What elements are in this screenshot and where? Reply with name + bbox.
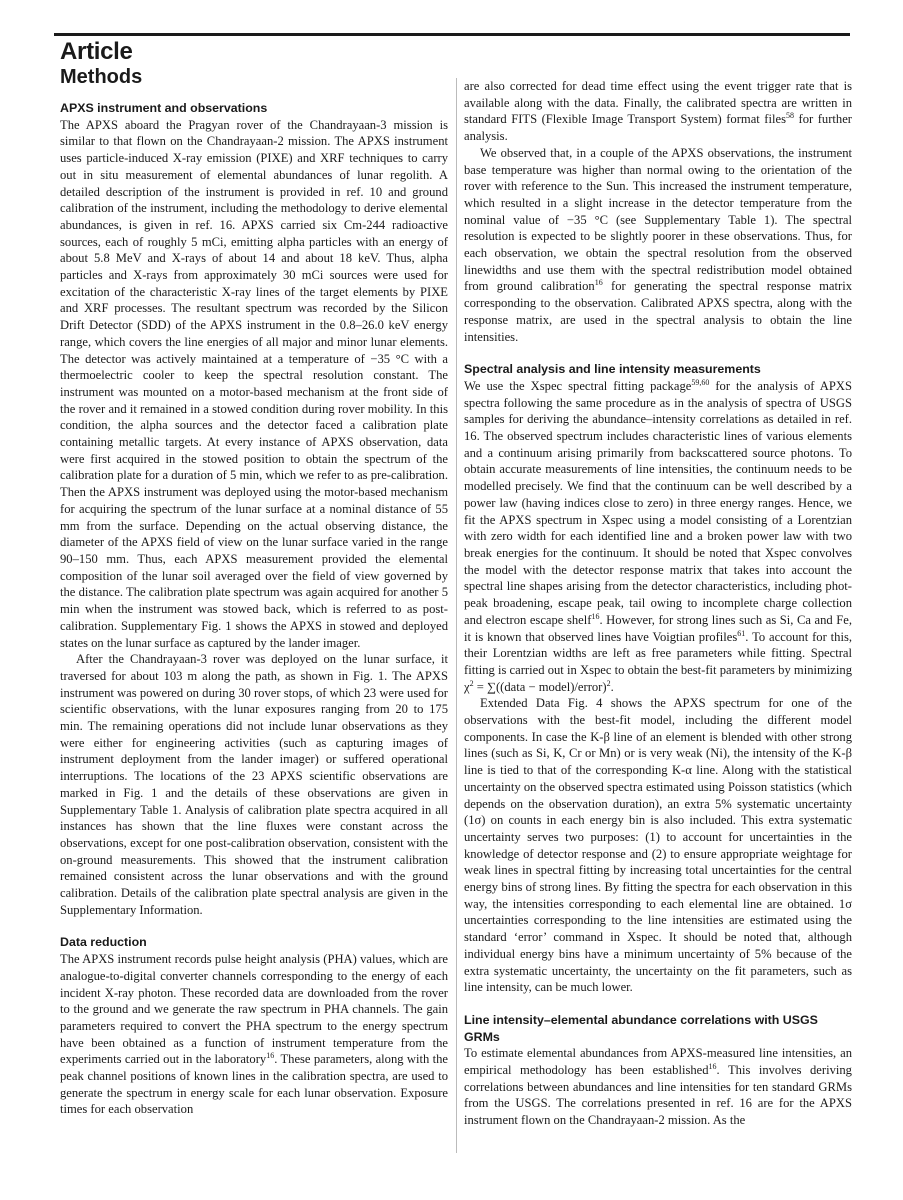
- text-run: . However, for strong lines such as Si, Ca and Fe, it is known that observed lines have Voigtian profiles: [464, 612, 852, 644]
- text-run: We observed that, in a couple of the APXS observations, the instrument base temperature was higher than normal owing to the orientation of the rover with reference to the Sun. This increased the instrument temperature, which resulted in a slight increase in the detector temperature from the nominal value of −35 °C (see Supplementary Table 1). The spectral resolution is expected to be slightly poorer in these observations. Thus, for each observation, we obtain the spectral resolution from the observed linewidths and use them with the spectral redistribution model obtained from ground calibration: [464, 145, 852, 294]
- paragraph-temperature: [464, 145, 852, 345]
- superscript: 2: [606, 678, 611, 688]
- citation-ref: 16: [266, 1051, 275, 1061]
- text-run: The APXS instrument records pulse height analysis (PHA) values, which are analogue-to-digital converter channels corresponding to the energy of each incident X-ray photon. These recorded data are downloaded from the rover to the ground and we generate the raw spectrum in PHA channels. The gain parameters required to convert the PHA spectrum to the energy spectrum have been obtained as a function of instrument temperature from the experiments carried out in the laboratory: [60, 952, 448, 1067]
- right-column: [464, 78, 852, 1129]
- header-rule: [54, 33, 850, 36]
- text-run: are also corrected for dead time effect using the event trigger rate that is available along with the data. Finally, the calibrated spectra are written in standard FITS (Flexible Image Transport System) format files: [464, 79, 852, 127]
- superscript: 2: [469, 678, 474, 688]
- column-divider: [456, 78, 457, 1153]
- text-run: = ∑((data − model)/error): [473, 679, 607, 694]
- citation-ref: 61: [737, 628, 746, 638]
- spacer: [464, 345, 852, 361]
- paragraph-instrument: The APXS aboard the Pragyan rover of the Chandrayaan-3 mission is similar to that flown on the Chandrayaan-2 mission. The APXS instrument uses particle-induced X-ray emission (PIXE) and XRF techniques to carry out in situ measurement of elemental abundances of lunar regolith. A detailed description of the instrument is provided in ref. 10 and ground calibration of the instrument, including the methodology to derive elemental abundances, is given in ref. 16. APXS carried six Cm-244 radioactive sources, each of roughly 5 mCi, emitting alpha particles with an energy of about 5.8 MeV and X-rays of about 14 and about 18 keV. Thus, alpha particles and X-rays from approximately 30 mCi sources were used for excitation of the characteristic X-ray lines of the target elements by PIXE and XRF processes. The resultant spectrum was recorded by the Silicon Drift Detector (SDD) of the APXS instrument in the 0.8–26.0 keV energy range, which covers the line energies of all major and minor lunar elements. The detector was actively maintained at a temperature of −35 °C with a thermoelectric cooler to keep the spectral resolution constant. The instrument was mounted on a motor-based mechanism at the front side of the rover and it remained in a stowed condition during rover mobility. In this condition, the alpha sources and the detector faced a calibration plate containing metallic targets. At every instance of APXS observation, data were first acquired in the stowed position to obtain the spectrum of the calibration plate for a duration of 5 min, which we refer to as pre-calibration. Then the APXS instrument was deployed using the motor-based mechanism for acquiring the spectrum of the lunar surface at a nominal distance of 55 mm from the surface. Depending on the actual observing distance, the diameter of the APXS field of view on the lunar surface varied in the range 90–150 mm. Thus, each APXS measurement provided the elemental composition of the lunar soil averaged over the field of view governed by the distance. The calibration plate spectrum was again acquired for another 5 min when the instrument was stowed back, which is referred to as post-calibration. Supplementary Fig. 1 shows the APXS in stowed and deployed states on the lunar surface as captured by the lander imager.: [60, 117, 448, 650]
- paragraph-dead-time: [464, 78, 852, 145]
- text-run: To estimate elemental abundances from APXS-measured line intensities, an empirical methodology has been established: [464, 1046, 852, 1078]
- citation-ref: 16: [591, 611, 600, 621]
- paragraph-data-reduction: [60, 951, 448, 1118]
- heading-data-reduction: Data reduction: [60, 935, 147, 950]
- paragraph-correlations: [464, 1045, 852, 1129]
- text-run: for the analysis of APXS spectra following the same procedure as in the analysis of spectra of USGS samples for deriving the abundance–intensity correlations as detailed in ref. 16. The observed spectrum includes characteristic lines of various elements and a continuum arising primarily from backscattered source photons. To obtain accurate measurements of line intensities, the continuum needs to be modelled precisely. We find that the continuum can be well described by a power law (having indices close to zero) in three energy ranges. Hence, we fit the APXS spectrum in Xspec using a model consisting of a Lorentzian with zero width for each identified line and a broken power law with two break energies for the continuum. It should be noted that Xspec convolves the model with the detector response matrix that takes into account the spectral line shapes arising from the detector characteristics, including phot-peak broadening, escape peak, tail owing to incomplete charge collection and electron escape shelf: [464, 378, 852, 627]
- text-run: for generating the spectral response matrix corresponding to the observation. Calibrated APXS spectra, along with the response matrix, are used in the spectral analysis to obtain the line intensities.: [464, 279, 852, 344]
- spacer: [60, 918, 448, 934]
- text-run: . This involves deriving correlations between abundances and line intensities for ten standard GRMs from the USGS. The correlations presented in ref. 16 are for the APXS instrument flown on the Chandrayaan-2 mission. As the: [464, 1063, 852, 1128]
- heading-apxs-instrument: APXS instrument and observations: [60, 101, 268, 115]
- spacer: [464, 996, 852, 1012]
- citation-ref: 16: [594, 278, 603, 288]
- article-label: Article: [60, 38, 133, 65]
- citation-ref: 58: [786, 111, 794, 121]
- heading-spectral-analysis: Spectral analysis and line intensity measurements: [464, 362, 761, 377]
- citation-ref: 59,60: [691, 377, 710, 387]
- text-run: . To account for this, their Lorentzian widths are left as free parameters while fitting. Spectral fitting is carried out in Xspec to obtain the best-fit parameters by minimizing χ: [464, 629, 852, 694]
- text-run: We use the Xspec spectral fitting package: [464, 378, 692, 393]
- text-run: . These parameters, along with the peak channel positions of known lines in the calibration spectra, are used to generate the spectrum in energy scale for each lunar observation. Exposure times for each observation: [60, 1052, 448, 1117]
- paragraph-extended-data: Extended Data Fig. 4 shows the APXS spectrum for one of the observations with the best-fit model, including the different model components. In case the K-β line of an element is blended with other strong lines (such as Si, K, Cr or Mn) or is very weak (Ni), the intensity of the K-β line is tied to that of the corresponding K-α line. Along with the statistical uncertainty on the observed spectra estimated using Poisson statistics (which depends on the observation duration), an extra 5% systematic uncertainty (1σ) on counts in each energy bin is also included. This extra systematic uncertainty serves two purposes: (1) to account for uncertainties in the knowledge of detector response and (2) to ensure appropriate weightage for weak lines in spectral fitting by increasing total uncertainties for the central energy bins of strong lines. By fitting the spectra for each observation in this way, the intensities corresponding to each elemental line are obtained. 1σ uncertainties corresponding to the line intensities are estimated using the standard ‘error’ command in Xspec. It should be noted that, although individual energy bins have a minimum uncertainty of 5% because of the extra systematic uncertainty, the uncertainty on the fit parameters, such as line intensity, can be much lower.: [464, 696, 852, 995]
- text-run: .: [610, 679, 614, 694]
- heading-correlations: Line intensity–elemental abundance correlations with USGS GRMs: [464, 1012, 818, 1044]
- citation-ref: 16: [708, 1062, 717, 1072]
- section-title: Methods: [60, 66, 143, 88]
- paragraph-traverse: After the Chandrayaan-3 rover was deployed on the lunar surface, it traversed for about 103 m along the path, as shown in Fig. 1. The APXS instrument was powered on during 30 rover stops, of which 23 were used for scientific observations, with the lunar exposures ranging from 20 to 175 min. The remaining operations did not include lunar observations as they were either for engineering activities (such as capturing images of instrument deployment from the lander imager) or suffered operational interruptions. The locations of the 23 APXS scientific observations are marked in Fig. 1 and the details of these observations are given in Supplementary Table 1. Analysis of calibration plate spectra acquired in all instances has shown that the line fluxes were constant across the observations, except for one post-calibration observation, consistent with the on-ground measurements. This showed that the instrument calibration remained consistent across the lunar observations and with the ground calibration. Details of the calibration plate spectral analysis are given in the Supplementary Information.: [60, 652, 448, 917]
- paragraph-xspec: [464, 378, 852, 695]
- text-run: for further analysis.: [464, 112, 852, 144]
- left-column: [60, 100, 448, 1118]
